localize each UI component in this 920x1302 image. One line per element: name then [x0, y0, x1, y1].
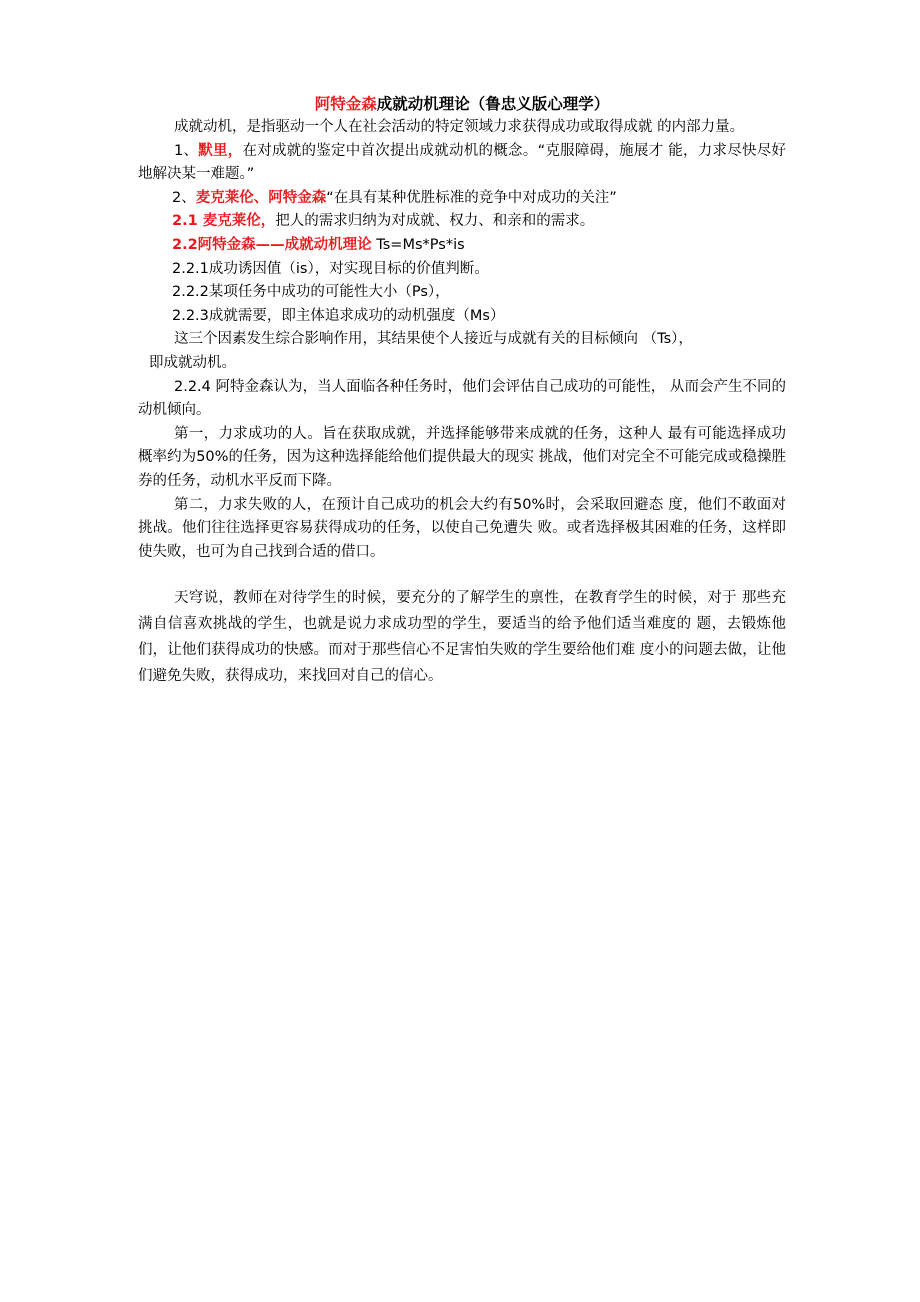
point-1-text: 在对成就的鉴定中首次提出成就动机的概念。“克服障碍，施展才 能，力求尽快尽好地解决某一难题。”	[138, 142, 786, 183]
point-1-paragraph	[138, 140, 786, 187]
closing-paragraph: 天穹说，教师在对待学生的时候，要充分的了解学生的禀性，在教育学生的时候，对于 那些充满自信喜欢挑战的学生，也就是说力求成功型的学生，要适当的给予他们适当难度的 题，去锻炼他们，让他们获得成功的快感。而对于那些信心不足害怕失败的学生要给他们难 度小的问题去做，让他们避免失败，获得成功，来找回对自己的信心。	[138, 590, 786, 685]
document-body	[138, 93, 786, 689]
point-2-number: 2、	[172, 189, 196, 206]
point-2-1-highlight: 2.1 麦克莱伦，	[172, 213, 276, 230]
formula-text: Ts=Ms*Ps*is	[371, 236, 465, 253]
title-highlight: 阿特金森	[314, 95, 377, 113]
point-2-highlight: 麦克莱伦、阿特金森	[195, 189, 327, 206]
point-1-highlight: 默里，	[198, 142, 243, 159]
point-2-2-1-paragraph: 2.2.1成功诱因值（is），对实现目标的价值判断。	[172, 260, 489, 277]
summary-line-1: 这三个因素发生综合影响作用，其结果使个人接近与成就有关的目标倾向 （Ts），	[174, 331, 693, 348]
point-2-2-2-paragraph: 2.2.2某项任务中成功的可能性大小（Ps），	[172, 284, 450, 301]
paragraph-spacer	[138, 564, 786, 585]
document-title	[138, 93, 786, 115]
point-2-2-highlight: 2.2阿特金森——成就动机理论	[172, 236, 372, 253]
point-2-paragraph	[138, 187, 786, 211]
point-2-2-3-paragraph: 2.2.3成就需要，即主体追求成功的动机强度（Ms）	[172, 307, 505, 324]
point-2-1-paragraph	[138, 210, 786, 234]
point-2-2-4-paragraph: 2.2.4 阿特金森认为，当人面临各种任务时，他们会评估自己成功的可能性， 从而会产生不同的动机倾向。	[138, 378, 786, 419]
point-2-text: “在具有某种优胜标准的竞争中对成功的关注”	[326, 189, 617, 206]
title-rest: 成就动机理论（鲁忠义版心理学）	[376, 95, 610, 113]
summary-line-2: 即成就动机。	[149, 354, 236, 371]
first-type-paragraph: 第一，力求成功的人。旨在获取成就，并选择能够带来成就的任务，这种人 最有可能选择成功概率约为50%的任务，因为这种选择能给他们提供最大的现实 挑战，他们对完全不可能完成或稳操胜券的任务，动机水平反而下降。	[138, 425, 786, 489]
point-2-1-text: 把人的需求归纳为对成就、权力、和亲和的需求。	[275, 213, 595, 230]
second-type-paragraph: 第二，力求失败的人，在预计自己成功的机会大约有50%时，会采取回避态 度，他们不敢面对挑战。他们往往选择更容易获得成功的任务，以使自己免遭失 败。或者选择极其困难的任务，这样即使失败，也可为自己找到合适的借口。	[138, 496, 786, 560]
definition-paragraph: 成就动机，是指驱动一个人在社会活动的特定领域力求获得成功或取得成就 的内部力量。	[174, 119, 745, 135]
point-2-2-paragraph	[138, 234, 786, 258]
point-1-number: 1、	[174, 142, 199, 159]
